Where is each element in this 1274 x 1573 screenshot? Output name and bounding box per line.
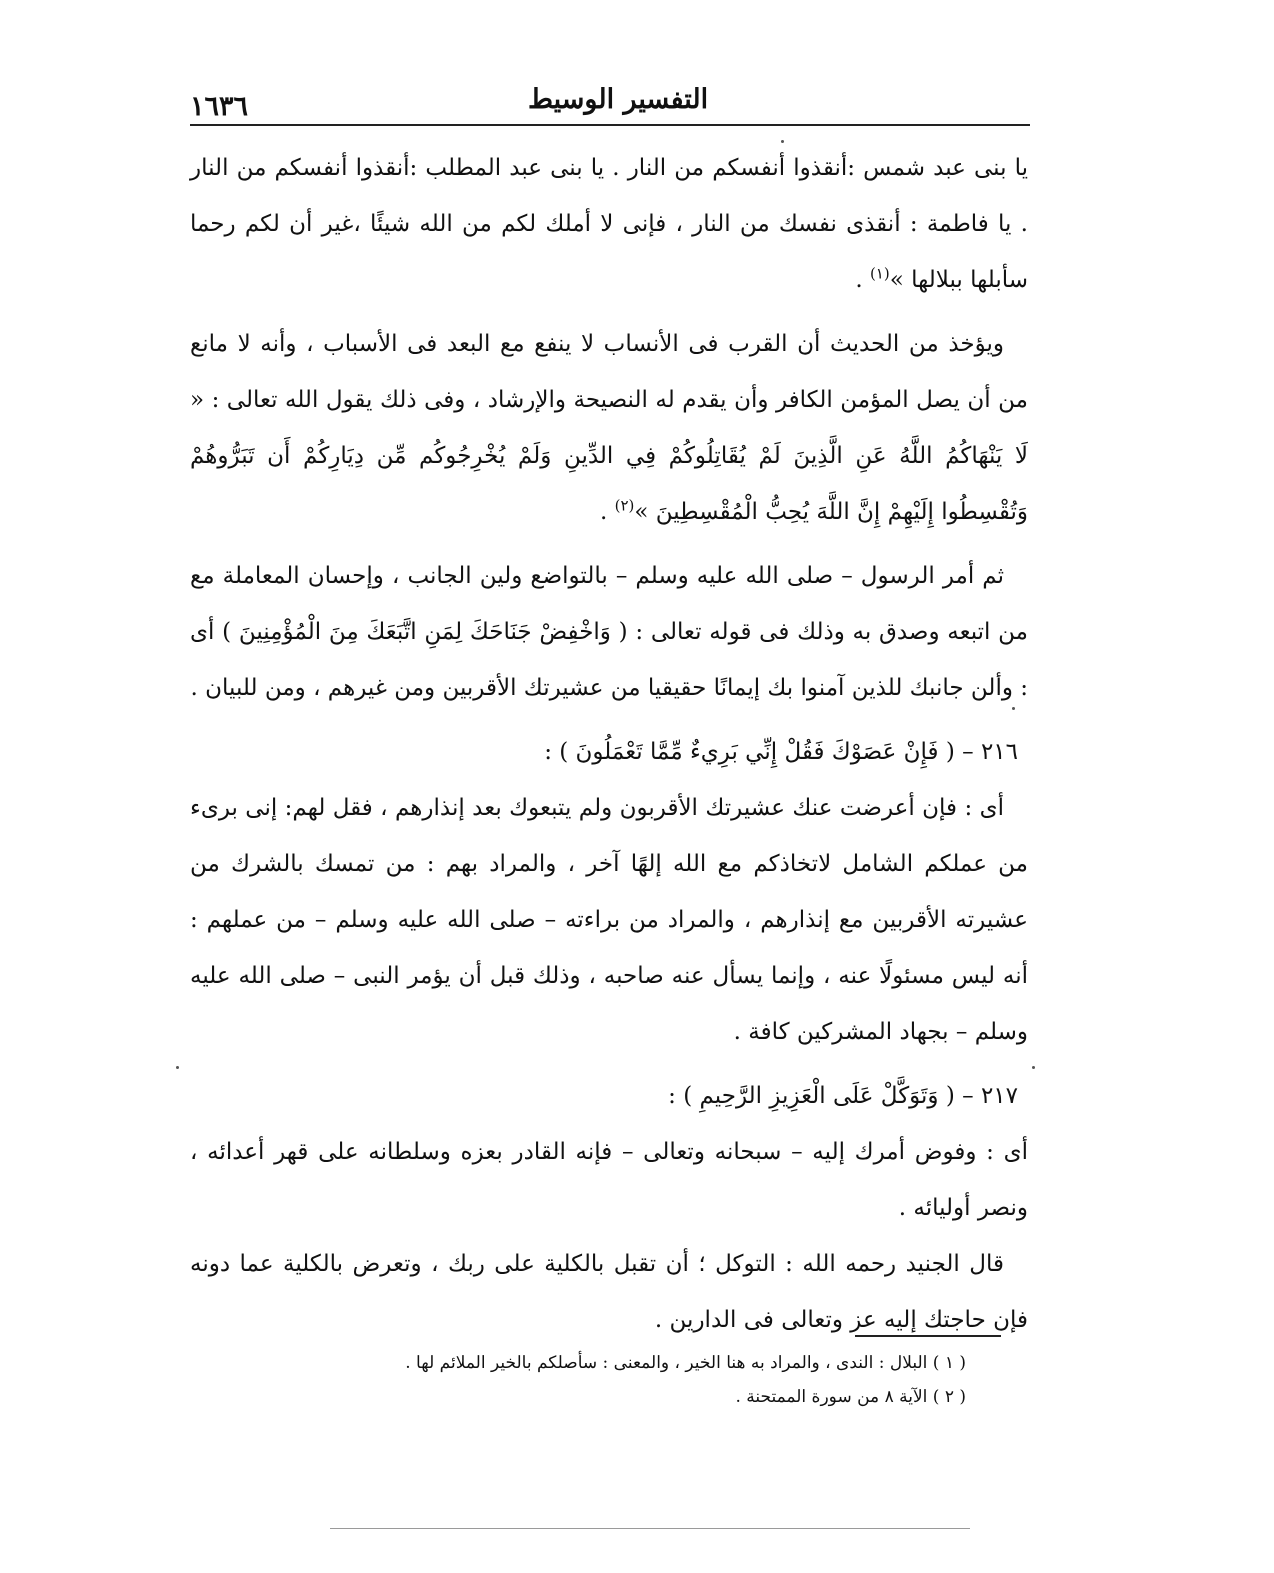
footnotes: [360, 1346, 966, 1414]
running-title: التفسير الوسيط: [528, 84, 709, 115]
footnote-rule: [855, 1335, 1001, 1337]
paragraph-text: يا بنى عبد شمس :أنقذوا أنفسكم من النار . يا بنى عبد المطلب :أنقذوا أنفسكم من النار . يا فاطمة : أنقذى نفسك من النار ، فإنى لا أملك لكم من الله شيئًا ،غير أن لكم رحما سأبلها ببلالها »: [190, 155, 1028, 293]
paragraph-verse-217: أى : وفوض أمرك إليه – سبحانه وتعالى – فإنه القادر بعزه وسلطانه على قهر أعدائه ، ونصر أوليائه .: [190, 1139, 1028, 1221]
scan-speck: [176, 1066, 179, 1069]
scan-speck: [781, 140, 784, 143]
scan-edge-line: [330, 1528, 970, 1529]
paragraph-verse-216: أى : فإن أعرضت عنك عشيرتك الأقربون ولم يتبعوك بعد إنذارهم ، فقل لهم: إنى برىء من عملكم الشامل لاتخاذكم مع الله إلهًا آخر ، والمراد بهم : من تمسك بالشرك من عشيرته الأقربين مع إنذارهم ، والمراد من براءته – صلى الله عليه وسلم – من عملهم : أنه ليس مسئولًا عنه ، وإنما يسأل عنه صاحبه ، وذلك قبل أن يؤمر النبى – صلى الله عليه وسلم – بجهاد المشركين كافة .: [190, 795, 1028, 1045]
footnote-ref-1: (١): [869, 264, 890, 283]
paragraph-hadith: [190, 140, 1028, 308]
footnote-ref-2: (٢): [614, 496, 635, 515]
verse-217: ٢١٧ – ( وَتَوَكَّلْ عَلَى الْعَزِيزِ الرَّحِيمِ ) :: [668, 1083, 1018, 1109]
footnote-1: ( ١ ) البلال : الندى ، والمراد به هنا الخير ، والمعنى : سأصلكم بالخير الملائم لها .: [405, 1353, 966, 1373]
scan-speck: [1012, 707, 1015, 710]
paragraph-text: ويؤخذ من الحديث أن القرب فى الأنساب لا ينفع مع البعد فى الأسباب ، وأنه لا مانع من أن يصل المؤمن الكافر وأن يقدم له النصيحة والإرشاد ، وفى ذلك يقول الله تعالى : « لَا يَنْهَاكُمُ اللَّهُ عَنِ الَّذِينَ لَمْ يُقَاتِلُوكُمْ فِي الدِّينِ وَلَمْ يُخْرِجُوكُم مِّن دِيَارِكُمْ أَن تَبَرُّوهُمْ وَتُقْسِطُوا إِلَيْهِمْ إِنَّ اللَّهَ يُحِبُّ الْمُقْسِطِينَ »: [190, 331, 1028, 525]
page-number: ١٦٣٦: [190, 91, 249, 122]
paragraph-commentary: [190, 316, 1028, 540]
footnote-2: ( ٢ ) الآية ٨ من سورة الممتحنة .: [735, 1387, 966, 1407]
paragraph-junayd: قال الجنيد رحمه الله : التوكل ؛ أن تقبل بالكلية على ربك ، وتعرض بالكلية عما دونه فإن حاجتك إليه عز وتعالى فى الدارين .: [190, 1251, 1028, 1333]
header-rule: [190, 124, 1030, 126]
paragraph-tail: .: [599, 499, 615, 525]
scan-speck: [1032, 1066, 1035, 1069]
verse-216: ٢١٦ – ( فَإِنْ عَصَوْكَ فَقُلْ إِنِّي بَرِيءٌ مِّمَّا تَعْمَلُونَ ) :: [544, 739, 1018, 765]
paragraph-command: ثم أمر الرسول – صلى الله عليه وسلم – بالتواضع ولين الجانب ، وإحسان المعاملة مع من اتبعه وصدق به وذلك فى قوله تعالى : ( وَاخْفِضْ جَنَاحَكَ لِمَنِ اتَّبَعَكَ مِنَ الْمُؤْمِنِينَ ) أى : وألن جانبك للذين آمنوا بك إيمانًا حقيقيا من عشيرتك الأقربين ومن غيرهم ، ومن للبيان .: [190, 563, 1028, 701]
paragraph-tail: .: [855, 267, 870, 293]
body-text: [190, 140, 1028, 1348]
